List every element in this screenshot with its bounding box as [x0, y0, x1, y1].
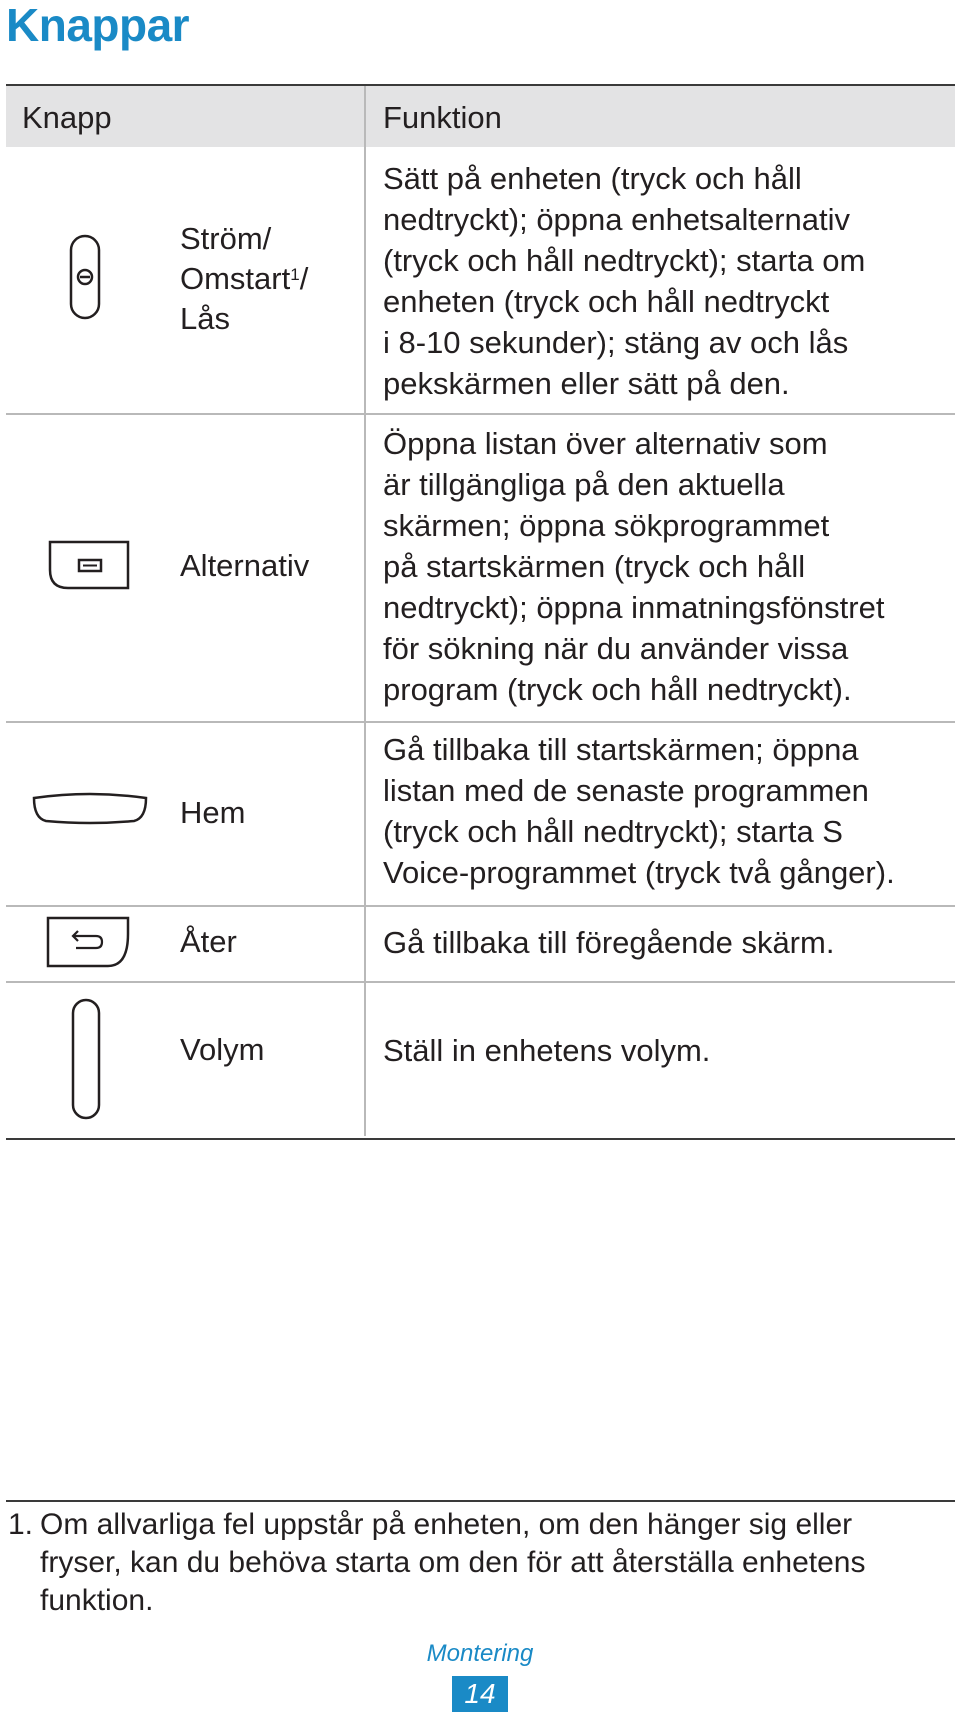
home-key-icon — [30, 792, 150, 831]
key-name-back: Åter — [180, 924, 237, 959]
footnote-text: Om allvarliga fel uppstår på enheten, om den hänger sig eller fryser, kan du behöva starta om den för att återställa enhetens funktion. — [40, 1508, 866, 1617]
key-description-power: Sätt på enheten (tryck och håll nedtryckt); öppna enhetsalternativ (tryck och håll nedtryckt); starta om enheten (tryck och håll nedtryckt i 8-10 sekunder); stäng av och lås pekskärmen eller sätt på den. — [383, 161, 866, 401]
row-divider — [6, 413, 955, 415]
key-description-back: Gå tillbaka till föregående skärm. — [383, 925, 835, 960]
header-funktion: Funktion — [383, 100, 502, 135]
key-name-power: Ström/ Omstart$^1$/ Lås — [180, 221, 309, 336]
row-divider — [6, 905, 955, 907]
header-knapp: Knapp — [22, 100, 112, 135]
volume-key-icon — [70, 998, 102, 1125]
row-divider — [6, 721, 955, 723]
table-header — [6, 86, 955, 147]
footnote-number: 1. — [8, 1508, 34, 1541]
section-name: Montering — [426, 1640, 534, 1667]
key-description-home: Gå tillbaka till startskärmen; öppna listan med de senaste programmen (tryck och håll nedtryckt); starta S Voice-programmet (tryck två gånger). — [383, 732, 895, 890]
power-key-icon — [66, 234, 104, 325]
key-description-menu: Öppna listan över alternativ som är tillgängliga på den aktuella skärmen; öppna sökprogrammet på startskärmen (tryck och håll nedtryckt); öppna inmatningsfönstret för sökning när du använder vissa program (tryck och håll nedtryckt). — [383, 426, 885, 707]
key-name-menu: Alternativ — [180, 548, 310, 583]
buttons-table — [6, 84, 955, 1140]
page-title: Knappar — [6, 0, 190, 51]
key-name-home: Hem — [180, 795, 246, 830]
back-key-icon — [44, 914, 132, 975]
row-divider — [6, 981, 955, 983]
column-divider — [364, 86, 366, 1136]
page-number: 14 — [452, 1676, 508, 1712]
footnote-divider — [6, 1500, 955, 1502]
menu-key-icon — [46, 538, 132, 597]
key-name-volume: Volym — [180, 1032, 265, 1067]
key-description-volume: Ställ in enhetens volym. — [383, 1033, 711, 1068]
